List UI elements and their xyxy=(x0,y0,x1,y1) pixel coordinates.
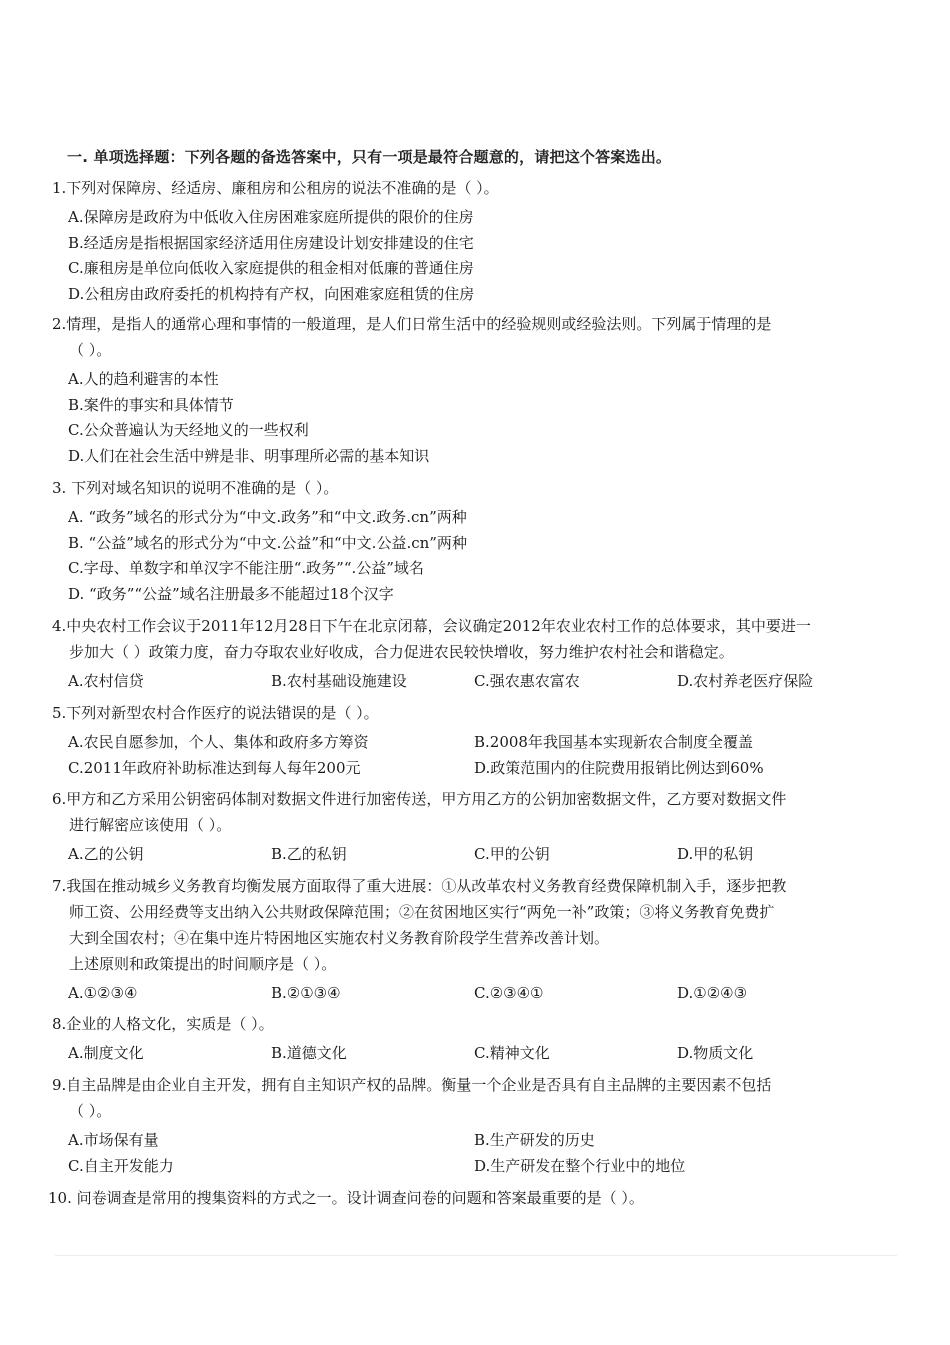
page-footer-divider xyxy=(55,1255,897,1256)
question-stem-cont: 师工资、公用经费等支出纳入公共财政保障范围；②在贫困地区实行“两免一补”政策；③将义务教育免费扩 xyxy=(69,903,775,921)
option-c: C.②③④① xyxy=(474,984,544,1002)
option-b: B.乙的私钥 xyxy=(271,845,347,863)
question-stem: 9.自主品牌是由企业自主开发，拥有自主知识产权的品牌。衡量一个企业是否具有自主品牌的主要因素不包括 xyxy=(52,1076,772,1094)
option-b: B.道德文化 xyxy=(271,1044,347,1062)
question-stem-cont: （ ）。 xyxy=(69,341,112,359)
question-8 xyxy=(52,1011,882,1067)
option-a: A.保障房是政府为中低收入住房困难家庭所提供的限价的住房 xyxy=(68,208,474,226)
option-c: C.廉租房是单位向低收入家庭提供的租金相对低廉的普通住房 xyxy=(68,259,474,277)
option-b: B.案件的事实和具体情节 xyxy=(68,395,234,414)
question-stem: 5.下列对新型农村合作医疗的说法错误的是（ ）。 xyxy=(52,704,379,722)
option-d: D.人们在社会生活中辨是非、明事理所必需的基本知识 xyxy=(68,446,430,465)
question-stem: 8.企业的人格文化，实质是（ ）。 xyxy=(52,1015,274,1033)
section-title: 一. 单项选择题：下列各题的备选答案中，只有一项是最符合题意的，请把这个答案选出。 xyxy=(67,148,672,166)
option-a: A.人的趋利避害的本性 xyxy=(68,370,219,388)
option-d: D.生产研发在整个行业中的地位 xyxy=(474,1156,686,1175)
option-d: D.甲的私钥 xyxy=(677,845,754,863)
options-list xyxy=(52,505,882,607)
option-d: D.①②④③ xyxy=(677,984,748,1002)
option-c: C.甲的公钥 xyxy=(474,845,550,863)
options-list xyxy=(52,367,882,469)
options-list xyxy=(52,730,882,781)
options-list xyxy=(52,669,882,695)
question-1 xyxy=(52,175,882,307)
question-stem: 6.甲方和乙方采用公钥密码体制对数据文件进行加密传送，甲方用乙方的公钥加密数据文件，乙方要对数据文件 xyxy=(52,790,787,808)
question-stem-cont: 进行解密应该使用（ ）。 xyxy=(69,816,232,834)
option-b: B.②①③④ xyxy=(271,984,341,1002)
options-list xyxy=(52,1041,882,1067)
option-a: A. “政务”域名的形式分为“中文.政务”和“中文.政务.cn”两种 xyxy=(68,508,467,526)
option-c: C.公众普遍认为天经地义的一些权利 xyxy=(68,421,309,439)
options-list xyxy=(52,1128,882,1179)
option-a: A.农村信贷 xyxy=(68,672,144,690)
option-b: B.经适房是指根据国家经济适用住房建设计划安排建设的住宅 xyxy=(68,233,474,252)
question-7 xyxy=(52,873,882,1007)
option-d: D.农村养老医疗保险 xyxy=(677,672,814,690)
question-5 xyxy=(52,700,882,781)
option-d: D.政策范围内的住院费用报销比例达到60% xyxy=(474,758,764,777)
question-2 xyxy=(52,311,882,469)
question-stem: 2.情理，是指人的通常心理和事情的一般道理，是人们日常生活中的经验规则或经验法则。下列属于情理的是 xyxy=(52,315,772,333)
option-a: A.①②③④ xyxy=(68,984,138,1002)
options-list xyxy=(52,205,882,307)
option-d: D.公租房由政府委托的机构持有产权，向困难家庭租赁的住房 xyxy=(68,284,475,303)
option-a: A.制度文化 xyxy=(68,1044,144,1062)
option-b: B.农村基础设施建设 xyxy=(271,672,407,690)
options-list xyxy=(52,981,882,1007)
question-stem-cont: （ ）。 xyxy=(69,1102,112,1120)
question-10 xyxy=(48,1185,878,1211)
question-3 xyxy=(52,475,882,607)
option-c: C.自主开发能力 xyxy=(68,1156,174,1175)
option-a: A.市场保有量 xyxy=(68,1131,159,1149)
question-stem: 3. 下列对域名知识的说明不准确的是（ ）。 xyxy=(52,479,339,497)
question-4 xyxy=(52,613,882,695)
question-stem: 10. 问卷调查是常用的搜集资料的方式之一。设计调查问卷的问题和答案最重要的是（ ）。 xyxy=(48,1189,644,1207)
question-stem: 7.我国在推动城乡义务教育均衡发展方面取得了重大进展：①从改革农村义务教育经费保障机制入手，逐步把教 xyxy=(52,877,787,895)
option-a: A.农民自愿参加，个人、集体和政府多方筹资 xyxy=(68,733,369,751)
question-stem: 1.下列对保障房、经适房、廉租房和公租房的说法不准确的是（ ）。 xyxy=(52,179,499,197)
question-6 xyxy=(52,786,882,868)
question-stem: 4.中央农村工作会议于2011年12月28日下午在北京闭幕，会议确定2012年农业农村工作的总体要求，其中要进一 xyxy=(52,617,811,635)
option-b: B.2008年我国基本实现新农合制度全覆盖 xyxy=(474,733,753,751)
option-a: A.乙的公钥 xyxy=(68,845,144,863)
option-d: D.物质文化 xyxy=(677,1044,754,1062)
option-c: C.2011年政府补助标准达到每人每年200元 xyxy=(68,758,361,777)
question-stem-cont: 上述原则和政策提出的时间顺序是（ ）。 xyxy=(69,955,337,973)
option-d: D. “政务”“公益”域名注册最多不能超过18个汉字 xyxy=(68,584,394,603)
question-stem-cont: 步加大（ ）政策力度，奋力夺取农业好收成，合力促进农民较快增收，努力维护农村社会和谐稳定。 xyxy=(69,643,734,661)
option-c: C.强农惠农富农 xyxy=(474,672,580,690)
option-b: B.生产研发的历史 xyxy=(474,1131,595,1149)
option-b: B. “公益”域名的形式分为“中文.公益”和“中文.公益.cn”两种 xyxy=(68,533,467,552)
question-stem-cont: 大到全国农村；④在集中连片特困地区实施农村义务教育阶段学生营养改善计划。 xyxy=(69,929,610,947)
question-9 xyxy=(52,1072,882,1179)
options-list xyxy=(52,842,882,868)
option-c: C.精神文化 xyxy=(474,1044,550,1062)
option-c: C.字母、单数字和单汉字不能注册“.政务”“.公益”域名 xyxy=(68,559,424,577)
